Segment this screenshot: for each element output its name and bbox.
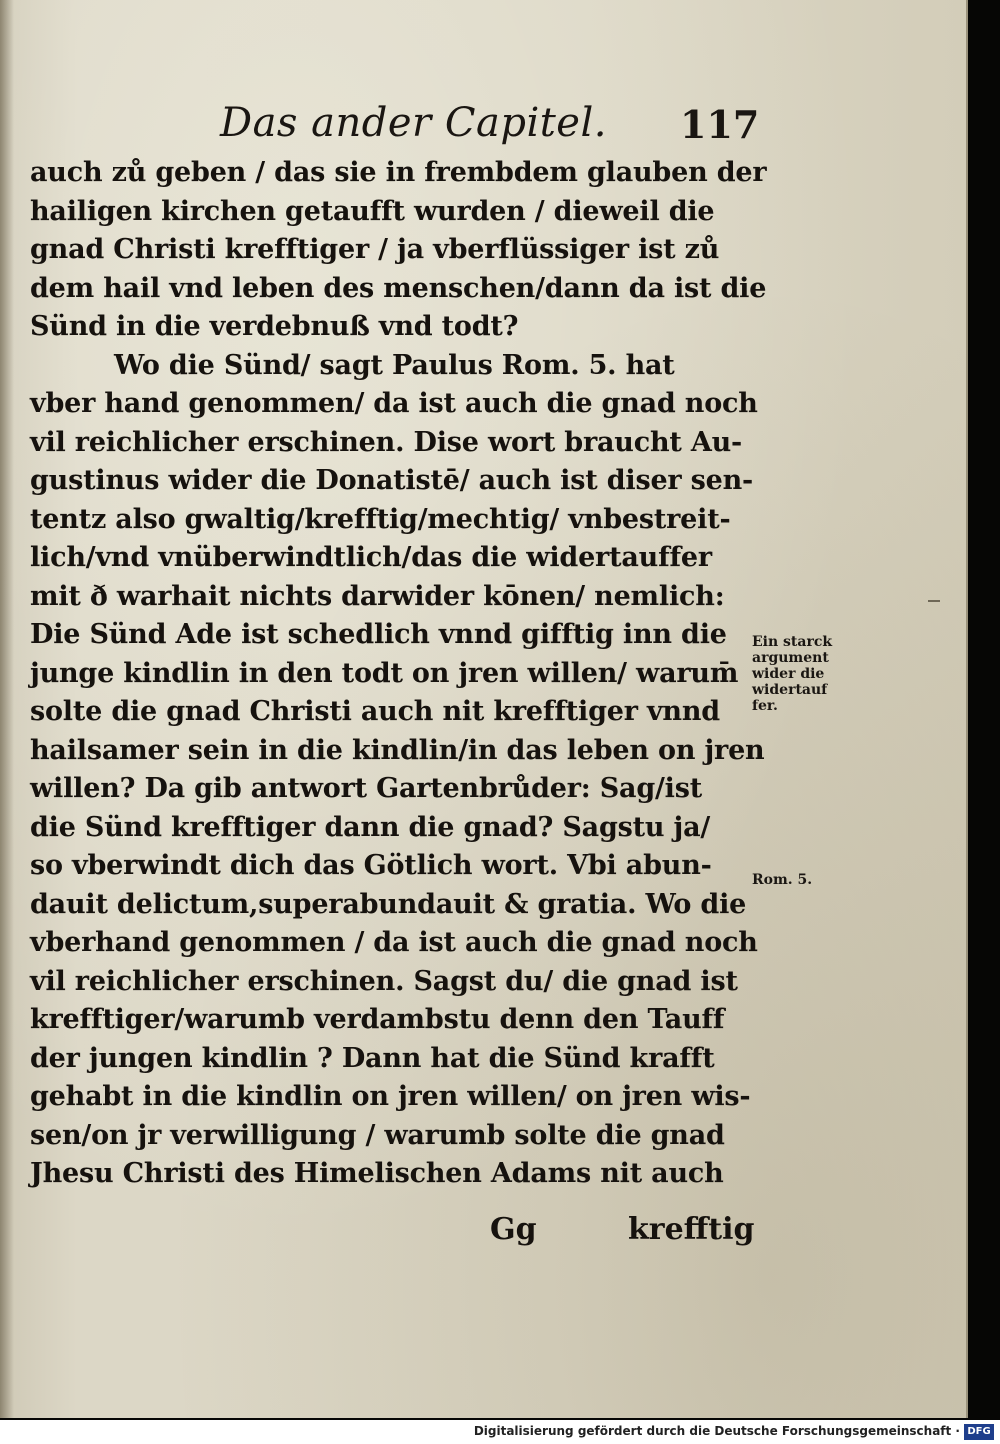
text-line: der jungen kindlin ? Dann hat die Sünd krafft [30,1042,715,1074]
text-line: dem hail vnd leben des menschen/dann da ist die [30,272,767,304]
text-line: willen? Da gib antwort Gartenbrůder: Sag/ist [30,773,703,804]
text-line: sen/on jr verwilligung / warumb solte die gnad [30,1119,725,1151]
catchword: krefftig [628,1212,755,1247]
text-line: gehabt in die kindlin on jren willen/ on jren wis- [30,1081,751,1112]
page-gutter-shadow [0,0,14,1418]
text-line: tentz also gwaltig/krefftig/mechtig/ vnbestreit- [30,503,731,535]
text-line: vil reichlicher erschinen. Sagst du/ die gnad ist [30,965,738,997]
dfg-logo-icon: DFG [964,1424,994,1440]
signature-mark: Gg [490,1212,537,1247]
text-line: hailsamer sein in die kindlin/in das leben on jren [30,734,765,766]
text-line: Die Sünd Ade ist schedlich vnnd gifftig inn die [30,619,727,650]
text-line: lich/vnd vnüberwindtlich/das die widertauffer [30,542,712,573]
digitization-credit: Digitalisierung gefördert durch die Deutsche Forschungsgemeinschaft · [473,1424,960,1438]
text-line: Jhesu Christi des Himelischen Adams nit auch [30,1158,724,1189]
margin-note-rom: Rom. 5. [752,872,813,888]
text-line: so vberwindt dich das Götlich wort. Vbi abun- [30,850,712,881]
text-line: mit ð warhait nichts darwider kōnen/ nemlich: [30,580,725,612]
margin-dash-mark [928,600,940,602]
folio-number: 117 [680,102,760,147]
text-line: vil reichlicher erschinen. Dise wort braucht Au- [30,426,743,458]
text-line: dauit delictum,superabundauit & gratia. Wo die [30,888,747,920]
text-line: auch zů geben / das sie in frembdem glauben der [30,157,767,188]
text-line: junge kindlin in den todt on jren willen/ warum̄ [30,657,739,689]
text-line: gnad Christi krefftiger / ja vberflüssiger ist zů [30,234,720,265]
text-line: vberhand genommen / da ist auch die gnad noch [30,927,758,958]
text-line: hailigen kirchen getaufft wurden / dieweil die [30,195,715,227]
text-line: die Sünd krefftiger dann die gnad? Sagstu ja/ [30,811,711,843]
text-line: Wo die Sünd/ sagt Paulus Rom. 5. hat [114,349,675,381]
text-line: vber hand genommen/ da ist auch die gnad noch [30,388,758,419]
text-line: gustinus wider die Donatistē/ auch ist diser sen- [30,465,754,496]
body-text [30,154,770,1194]
text-line: Sünd in die verdebnuß vnd todt? [30,311,519,342]
margin-note-argument: Ein starck argument wider die widertauf fer. [752,634,833,714]
text-line: krefftiger/warumb verdambstu denn den Tauff [30,1004,725,1035]
text-line: solte die gnad Christi auch nit krefftiger vnnd [30,696,720,727]
running-head: Das ander Capitel. [220,100,607,146]
